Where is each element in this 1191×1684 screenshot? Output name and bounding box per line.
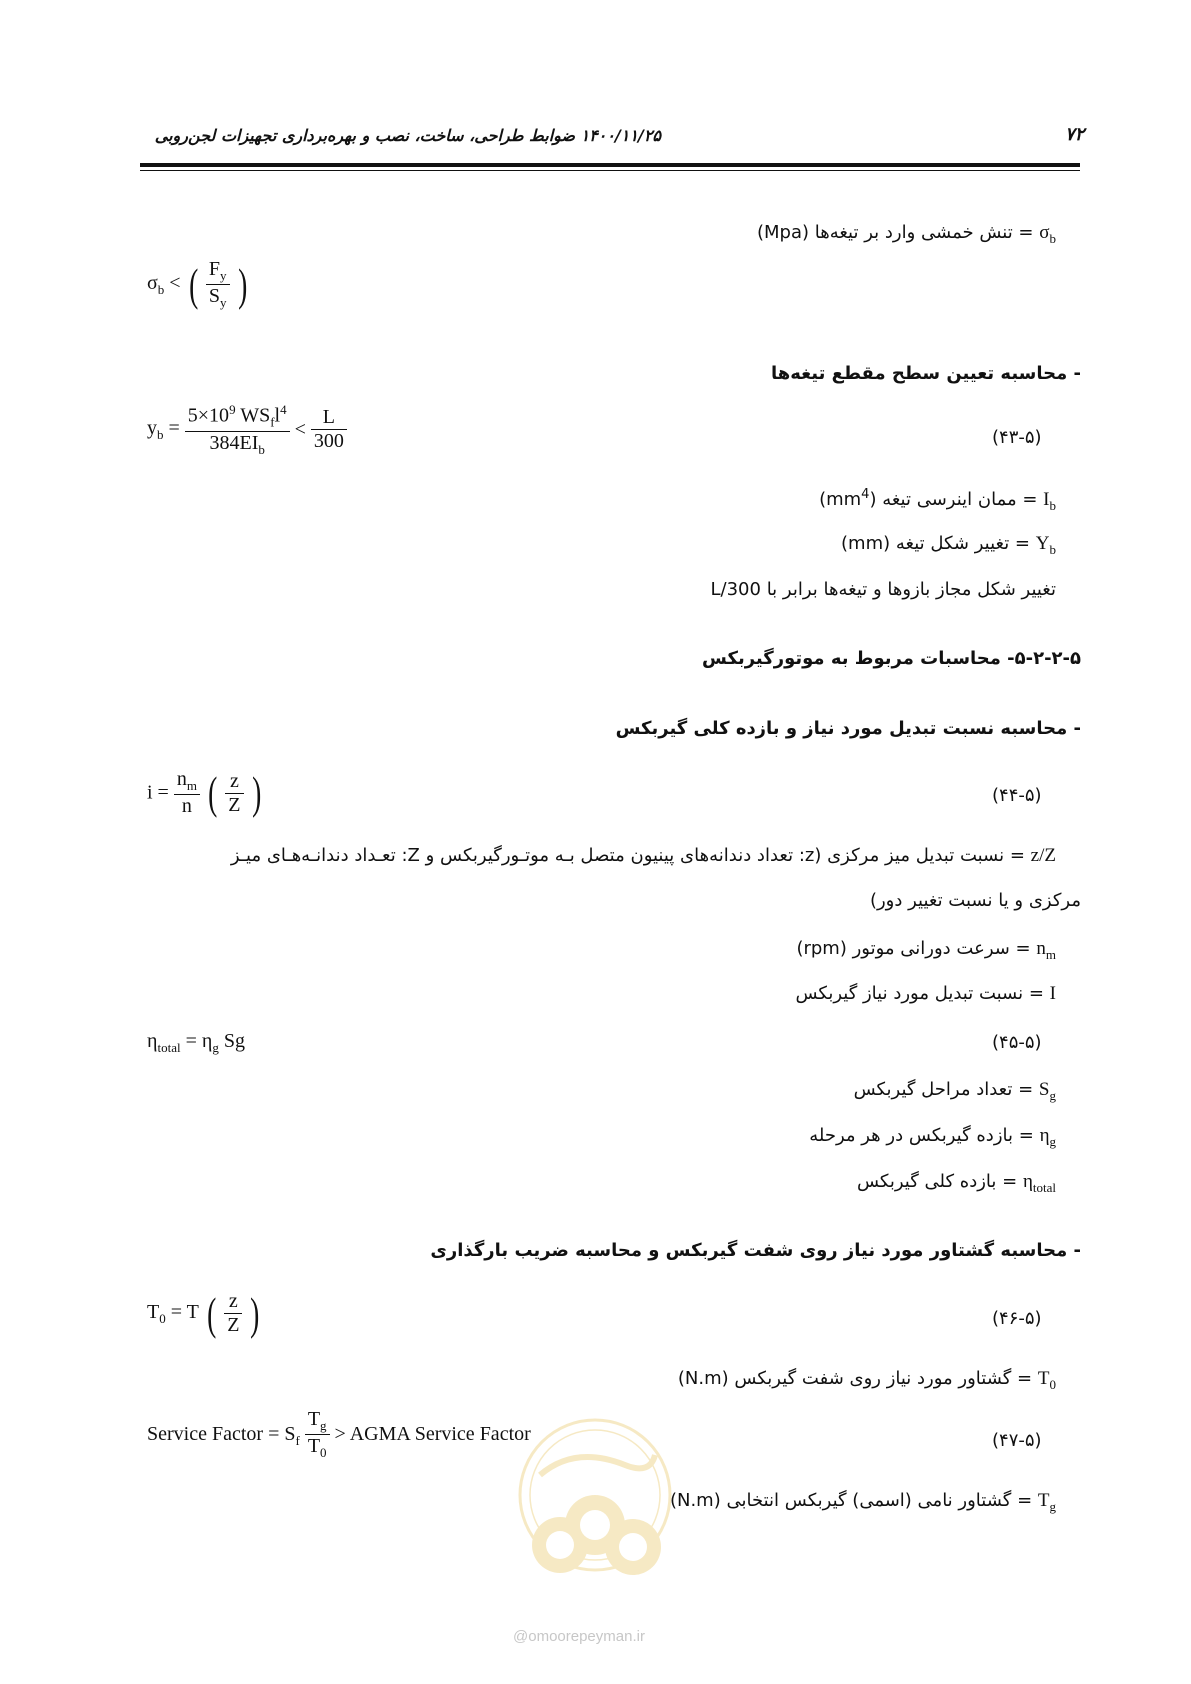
def-Sg: $S_g$ = تعداد مراحل گیربکس [853,1079,1056,1103]
eq-number-45: (۴۵-۵) [992,1032,1042,1053]
equation-45: $\eta_{total} = \eta_g$ Sg [147,1030,245,1055]
def-T0: $T_0$ = گشتاور مورد نیاز روی شفت گیربکس (N.m) [677,1368,1056,1392]
equation-47: Service Factor = $S_f$ $\frac{T_g}{T_0}$ > AGMA Service Factor [147,1408,531,1460]
def-nm: $n_m$ = سرعت دورانی موتور (rpm) [796,938,1056,962]
heading-blade-section: - محاسبه تعیین سطح مقطع تیغه‌ها [770,363,1081,384]
def-Ib: $I_b$ = ممان اینرسی تیغه $(mm^4)$ [819,487,1056,513]
equation-44: i = $\frac{n_m}{n}$ ( $\frac{z}{Z}$ ) [147,767,261,818]
running-title: ۱۴۰۰/۱۱/۲۵ ضوابط طراحی، ساخت، نصب و بهره‌برداری تجهیزات لجن‌روبی [154,126,661,145]
watermark-url: @omoorepeyman.ir [513,1628,645,1645]
def-zZ-line2: مرکزی و یا نسبت تغییر دور) [869,890,1081,911]
def-eta-g: $\eta_g$ = بازده گیربکس در هر مرحله [809,1125,1056,1149]
header-rule-thick [140,163,1080,167]
eq-number-44: (۴۴-۵) [992,785,1042,806]
def-Tg: $T_g$ = گشتاور نامی (اسمی) گیربکس انتخابی (N.m) [669,1490,1056,1514]
header-rule-thin [140,170,1080,171]
watermark-logo [505,1415,685,1600]
def-I: I = نسبت تبدیل مورد نیاز گیربکس [795,983,1056,1004]
equation-43: $y_b$ = $\frac{5\times 10^9 WS_fl^4}{384EI_b}$ < $\frac{L}{300}$ [147,402,347,458]
def-sigma-b: $\sigma_b$ = تنش خمشی وارد بر تیغه‌ها (Mpa) [756,222,1056,246]
equation-46: $T_0 = T$ ( $\frac{z}{Z}$ ) [147,1287,260,1339]
def-Yb: $Y_b$ = تغییر شکل تیغه (mm) [841,533,1056,557]
allowable-deflection: تغییر شکل مجاز بازوها و تیغه‌ها برابر با L/300 [710,579,1056,600]
section-heading-5-2-2-5: ۵-۲-۲-۵- محاسبات مربوط به موتورگیربکس [702,648,1081,669]
heading-torque: - محاسبه گشتاور مورد نیاز روی شفت گیربکس و محاسبه ضریب بارگذاری [430,1240,1081,1261]
eq-number-46: (۴۶-۵) [992,1308,1042,1329]
def-eta-total: $\eta_{total}$ = بازده کلی گیربکس [856,1171,1056,1195]
def-zZ-line1: z/Z = نسبت تبدیل میز مرکزی (z: تعداد دندانه‌های پینیون متصل بـه موتـورگیربکس و Z: تعـداد دندانـه‌هـای میـز [230,845,1056,866]
equation-sigma-b: $\sigma_b$ < ( $\frac{F_y}{S_y}$ ) [147,258,247,310]
heading-gear-ratio: - محاسبه نسبت تبدیل مورد نیاز و بازده کلی گیربکس [615,718,1081,739]
page-number: ۷۲ [1065,124,1085,145]
eq-number-43: (۴۳-۵) [992,427,1042,448]
eq-number-47: (۴۷-۵) [992,1430,1042,1451]
